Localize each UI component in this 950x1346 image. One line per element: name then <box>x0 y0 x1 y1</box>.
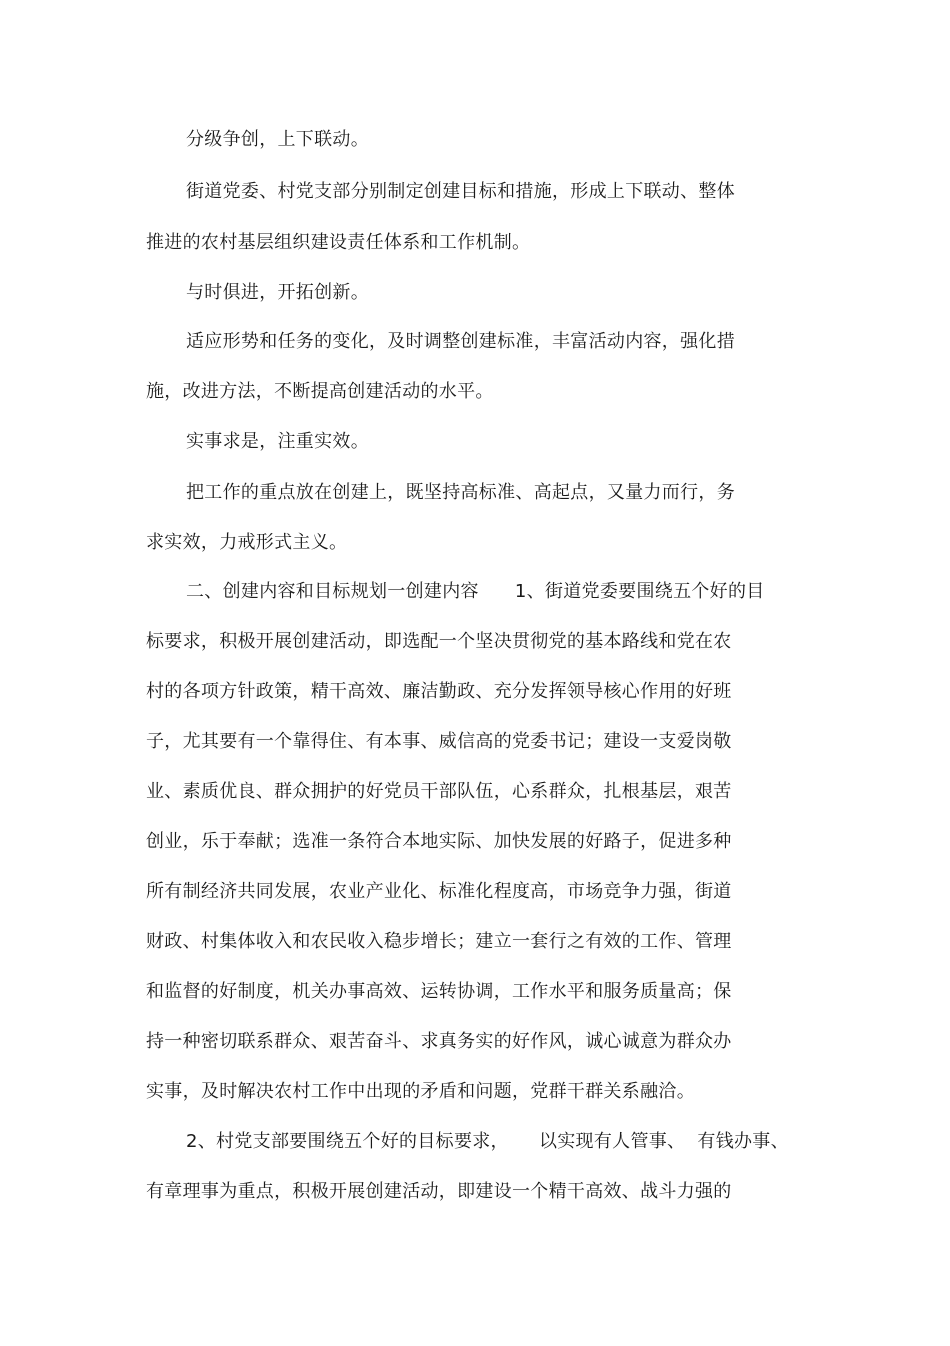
text-line: 街道党委、村党支部分别制定创建目标和措施，形成上下联动、整体 <box>186 181 735 202</box>
text-line: 实事，及时解决农村工作中出现的矛盾和问题，党群干群关系融洽。 <box>146 1081 695 1102</box>
text-line: 持一种密切联系群众、艰苦奋斗、求真务实的好作风，诚心诚意为群众办 <box>146 1031 732 1052</box>
text-line: 与时俱进，开拓创新。 <box>186 282 369 303</box>
text-line: 有章理事为重点，积极开展创建活动，即建设一个精干高效、战斗力强的 <box>146 1181 732 1202</box>
text-line: 财政、村集体收入和农民收入稳步增长；建立一套行之有效的工作、管理 <box>146 931 732 952</box>
text-line: 施，改进方法，不断提高创建活动的水平。 <box>146 381 494 402</box>
text-line: 所有制经济共同发展，农业产业化、标准化程度高，市场竞争力强，街道 <box>146 881 732 902</box>
text-line: 推进的农村基层组织建设责任体系和工作机制。 <box>146 232 531 253</box>
text-line: 标要求，积极开展创建活动，即选配一个坚决贯彻党的基本路线和党在农 <box>146 631 732 652</box>
text-line: 实事求是，注重实效。 <box>186 431 369 452</box>
text-line: 村的各项方针政策，精干高效、廉洁勤政、充分发挥领导核心作用的好班 <box>146 681 732 702</box>
text-line: 二、创建内容和目标规划一创建内容 1、街道党委要围绕五个好的目 <box>186 581 765 602</box>
text-line: 适应形势和任务的变化，及时调整创建标准，丰富活动内容，强化措 <box>186 331 735 352</box>
text-line: 把工作的重点放在创建上，既坚持高标准、高起点，又量力而行，务 <box>186 482 735 503</box>
text-line: 和监督的好制度，机关办事高效、运转协调，工作水平和服务质量高；保 <box>146 981 732 1002</box>
text-line: 求实效，力戒形式主义。 <box>146 532 348 553</box>
text-line: 2、村党支部要围绕五个好的目标要求， 以实现有人管事、 有钱办事、 <box>186 1131 789 1152</box>
text-line: 分级争创，上下联动。 <box>186 129 369 150</box>
text-line: 子，尤其要有一个靠得住、有本事、威信高的党委书记；建设一支爱岗敬 <box>146 731 732 752</box>
text-line: 业、素质优良、群众拥护的好党员干部队伍，心系群众，扎根基层，艰苦 <box>146 781 732 802</box>
text-line: 创业，乐于奉献；选准一条符合本地实际、加快发展的好路子，促进多种 <box>146 831 732 852</box>
